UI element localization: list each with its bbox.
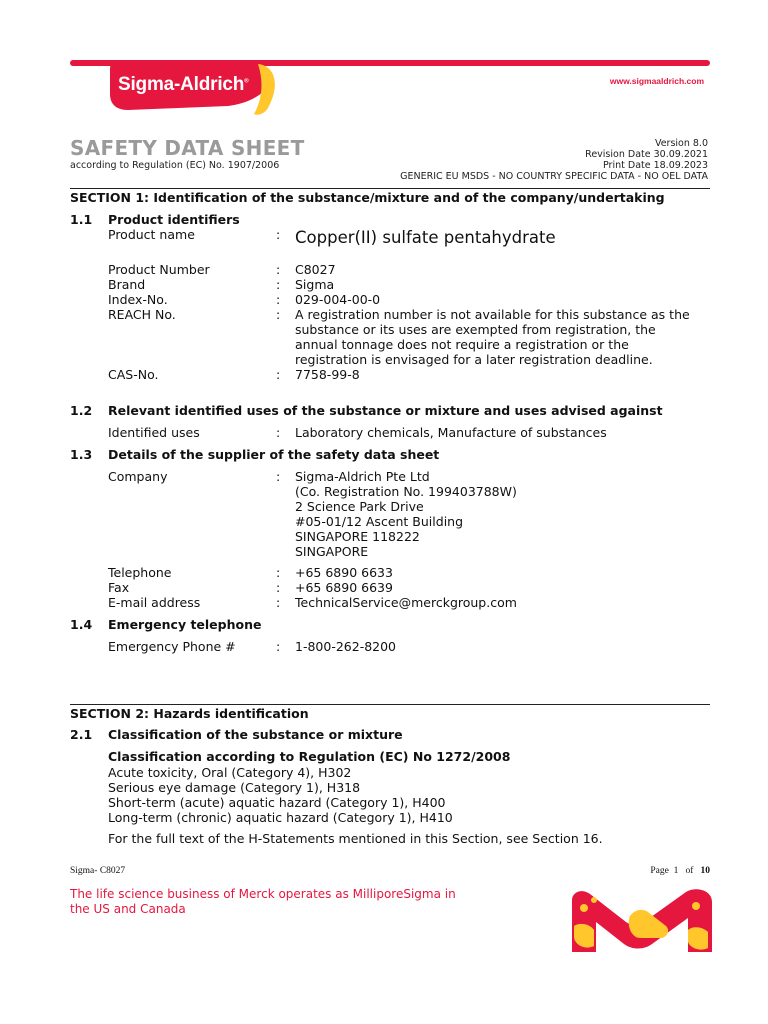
colon: :	[276, 227, 281, 242]
page-total: 10	[700, 866, 710, 876]
subsection-title: Relevant identified uses of the substance or mixture and uses advised against	[108, 403, 663, 418]
h-statements-note: For the full text of the H-Statements mentioned in this Section, see Section 16.	[108, 831, 603, 846]
emergency-phone-label: Emergency Phone #	[108, 639, 236, 654]
footer-product-ref: Sigma- C8027	[70, 866, 126, 876]
colon: :	[276, 292, 281, 307]
brand-label: Brand	[108, 277, 146, 292]
reach-line: registration is envisaged for a later registration deadline.	[295, 352, 653, 367]
classification-item: Long-term (chronic) aquatic hazard (Category 1), H410	[108, 810, 453, 825]
subsection-title: Emergency telephone	[108, 617, 262, 632]
subsection-number: 1.2	[70, 403, 93, 418]
index-value: 029-004-00-0	[295, 292, 381, 307]
brand-logo-text: Sigma-Aldrich®	[118, 74, 249, 95]
merck-note: The life science business of Merck operates as MilliporeSigma in the US and Canada	[70, 887, 456, 916]
classification-item: Acute toxicity, Oral (Category 4), H302	[108, 765, 352, 780]
emergency-phone-value: 1-800-262-8200	[295, 639, 397, 654]
reach-label: REACH No.	[108, 307, 176, 322]
cas-label: CAS-No.	[108, 367, 159, 382]
section-divider	[70, 188, 710, 189]
fax-label: Fax	[108, 580, 130, 595]
product-number-label: Product Number	[108, 262, 210, 277]
website-url[interactable]: www.sigmaaldrich.com	[609, 76, 704, 86]
address-line: SINGAPORE	[295, 544, 369, 559]
generic-note: GENERIC EU MSDS - NO COUNTRY SPECIFIC DATA - NO OEL DATA	[400, 171, 708, 182]
colon: :	[276, 262, 281, 277]
email-value[interactable]: TechnicalService@merckgroup.com	[295, 595, 517, 610]
classification-item: Short-term (acute) aquatic hazard (Category 1), H400	[108, 795, 446, 810]
uses-label: Identified uses	[108, 425, 200, 440]
colon: :	[276, 580, 281, 595]
print-date: Print Date 18.09.2023	[603, 160, 708, 171]
telephone-label: Telephone	[108, 565, 172, 580]
of-label: of	[685, 866, 694, 876]
colon: :	[276, 595, 281, 610]
address-line: #05-01/12 Ascent Building	[295, 514, 464, 529]
document-meta	[400, 138, 708, 182]
section-divider	[70, 704, 710, 705]
section-1-heading: SECTION 1: Identification of the substance/mixture and of the company/undertaking	[70, 190, 665, 205]
colon: :	[276, 565, 281, 580]
classification-title: Classification according to Regulation (EC) No 1272/2008	[108, 749, 511, 764]
page-indicator	[650, 866, 710, 876]
company-address	[295, 469, 517, 559]
subsection-number: 1.1	[70, 212, 93, 227]
document-title: SAFETY DATA SHEET	[70, 136, 305, 160]
classification-list	[108, 765, 453, 825]
merck-logo-icon	[570, 886, 715, 956]
address-line: (Co. Registration No. 199403788W)	[295, 484, 517, 499]
address-line: Sigma-Aldrich Pte Ltd	[295, 469, 430, 484]
section-2-heading: SECTION 2: Hazards identification	[70, 706, 309, 721]
address-line: SINGAPORE 118222	[295, 529, 420, 544]
colon: :	[276, 277, 281, 292]
reach-line: annual tonnage does not require a registration or the	[295, 337, 629, 352]
subsection-number: 1.4	[70, 617, 93, 632]
subsection-title: Product identifiers	[108, 212, 240, 227]
colon: :	[276, 367, 281, 382]
colon: :	[276, 469, 281, 484]
version: Version 8.0	[654, 138, 708, 149]
product-name-label: Product name	[108, 227, 195, 242]
reach-line: A registration number is not available for this substance as the	[295, 307, 690, 322]
email-label: E-mail address	[108, 595, 201, 610]
product-name: Copper(II) sulfate pentahydrate	[295, 228, 556, 247]
document-subtitle: according to Regulation (EC) No. 1907/2006	[70, 160, 280, 171]
uses-value: Laboratory chemicals, Manufacture of substances	[295, 425, 607, 440]
revision-date: Revision Date 30.09.2021	[585, 149, 708, 160]
subsection-title: Classification of the substance or mixture	[108, 727, 403, 742]
page-label: Page	[650, 866, 669, 876]
subsection-number: 1.3	[70, 447, 93, 462]
subsection-number: 2.1	[70, 727, 93, 742]
product-number: C8027	[295, 262, 336, 277]
colon: :	[276, 425, 281, 440]
index-label: Index-No.	[108, 292, 168, 307]
address-line: 2 Science Park Drive	[295, 499, 424, 514]
page-number: 1	[673, 866, 679, 876]
colon: :	[276, 639, 281, 654]
company-label: Company	[108, 469, 168, 484]
reach-value	[295, 307, 690, 367]
brand-value: Sigma	[295, 277, 335, 292]
classification-item: Serious eye damage (Category 1), H318	[108, 780, 361, 795]
reach-line: substance or its uses are exempted from registration, the	[295, 322, 656, 337]
colon: :	[276, 307, 281, 322]
telephone-value: +65 6890 6633	[295, 565, 393, 580]
cas-value: 7758-99-8	[295, 367, 360, 382]
subsection-title: Details of the supplier of the safety data sheet	[108, 447, 440, 462]
fax-value: +65 6890 6639	[295, 580, 393, 595]
